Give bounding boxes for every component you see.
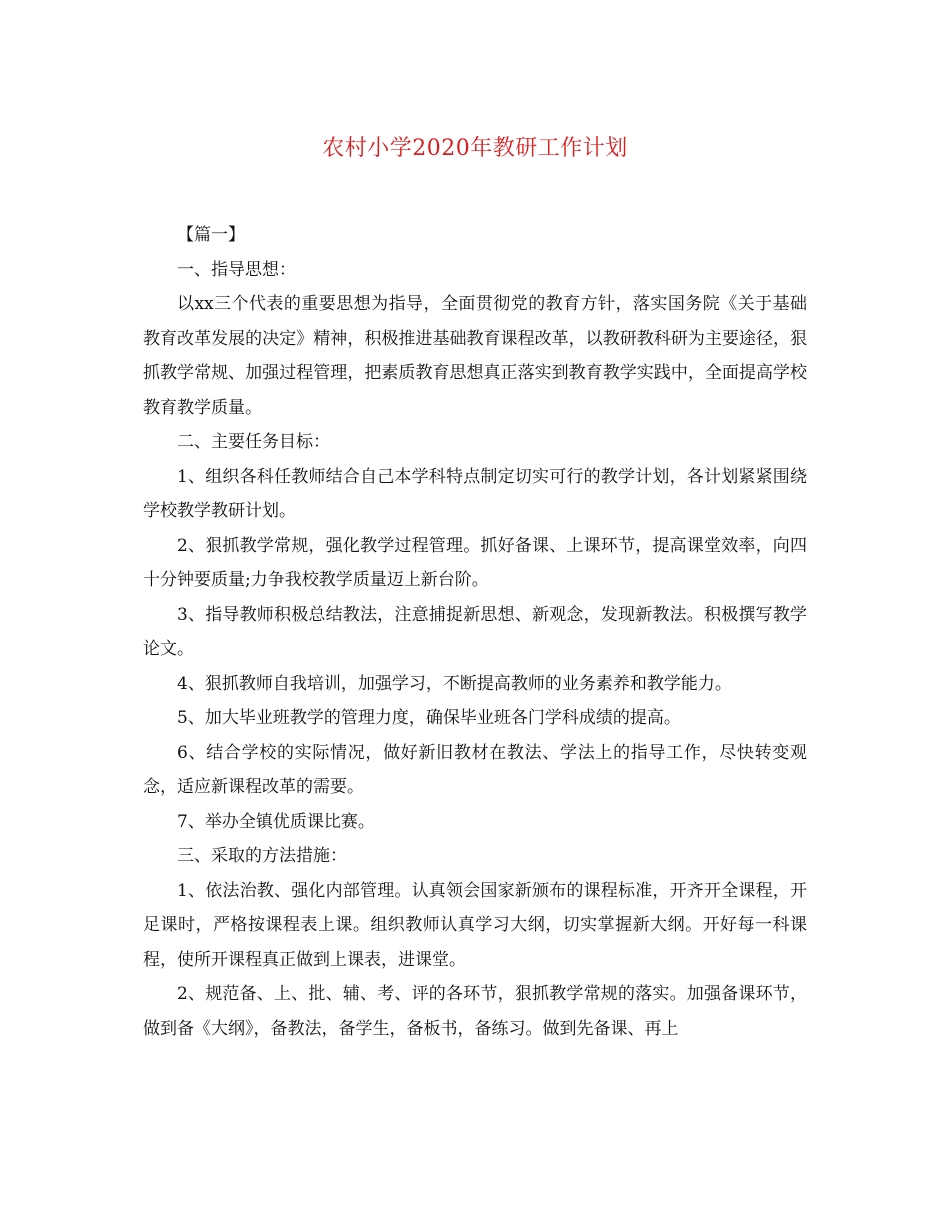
list-item: 1、依法治教、强化内部管理。认真领会国家新颁布的课程标准，开齐开全课程，开足课时，严格按课程表上课。组织教师认真学习大纲，切实掌握新大纲。开好每一科课程，使所开课程真正做到上课表，进课堂。 (143, 880, 807, 970)
list-item: 2、规范备、上、批、辅、考、评的各环节，狠抓教学常规的落实。加强备课环节，做到备《大纲》，备教法，备学生，备板书，备练习。做到先备课、再上 (143, 984, 807, 1039)
list-item: 7、举办全镇优质课比赛。 (177, 811, 375, 832)
document-title: 农村小学2020年教研工作计划 (322, 136, 628, 161)
heading-main-goals: 二、主要任务目标： (177, 432, 330, 452)
list-item: 3、指导教师积极总结教法，注意捕捉新思想、新观念，发现新教法。积极撰写教学论文。 (143, 604, 807, 659)
list-item: 4、狠抓教师自我培训，加强学习，不断提高教师的业务素养和教学能力。 (177, 673, 732, 694)
heading-methods: 三、采取的方法措施： (177, 846, 347, 866)
list-item: 2、狠抓教学常规，强化教学过程管理。抓好备课、上课环节，提高课堂效率，向四十分钟要质量;力争我校教学质量迈上新台阶。 (143, 535, 807, 590)
paragraph: 以xx三个代表的重要思想为指导，全面贯彻党的教育方针，落实国务院《关于基础教育改革发展的决定》精神，积极推进基础教育课程改革，以教研教科研为主要途径，狠抓教学常规、加强过程管理，把素质教育思想真正落实到教育教学实践中，全面提高学校教育教学质量。 (143, 294, 807, 418)
section-marker: 【篇一】 (177, 225, 245, 245)
list-item: 1、组织各科任教师结合自己本学科特点制定切实可行的教学计划，各计划紧紧围绕学校教学教研计划。 (143, 466, 807, 521)
list-item: 6、结合学校的实际情况，做好新旧教材在教法、学法上的指导工作，尽快转变观念，适应新课程改革的需要。 (143, 742, 807, 797)
heading-guiding-ideology: 一、指导思想： (177, 259, 296, 280)
document-body (143, 218, 807, 1046)
list-item: 5、加大毕业班教学的管理力度，确保毕业班各门学科成绩的提高。 (177, 708, 681, 728)
